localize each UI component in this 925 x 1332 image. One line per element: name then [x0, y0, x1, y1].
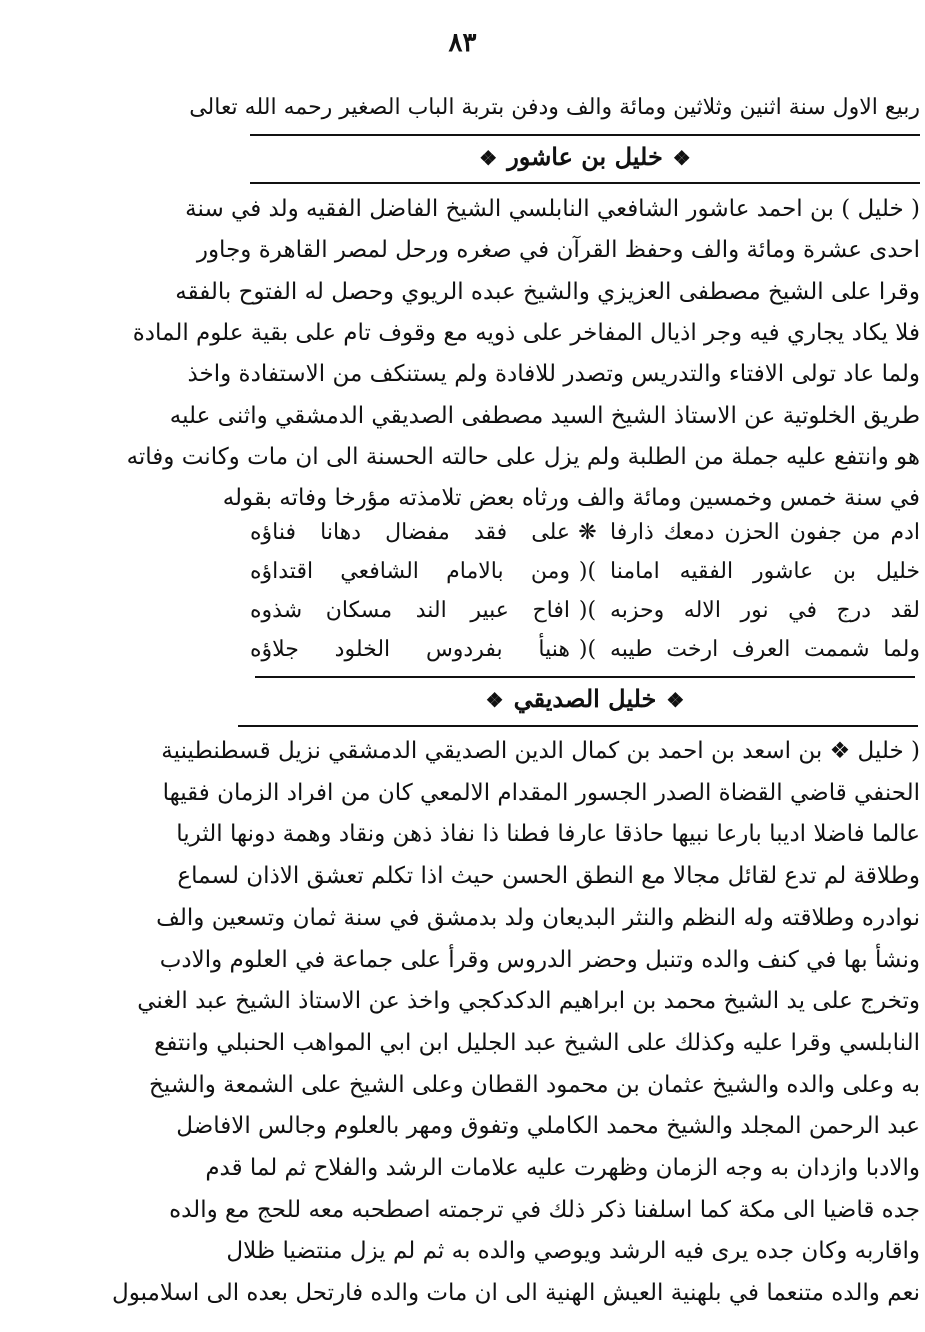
verse-row: [250, 637, 920, 671]
text-line: الحنفي قاضي القضاة الصدر الجسور المقدام الالمعي كان من افراد الزمان فقيها: [162, 779, 920, 806]
header-rule-top: [250, 134, 920, 136]
text-line: هو وانتفع عليه جملة من الطلبة ولم يزل على حالته الحسنة الى ان مات وكانت وفاته: [126, 443, 920, 470]
verse-separator-icon: ❋: [578, 520, 597, 545]
text-line: نعم والده متنعما في بلهنية العيش الهنية الى ان مات والده فارتحل بعده الى اسلامبول: [111, 1280, 920, 1307]
text-line: وقرا على الشيخ مصطفى العزيزي والشيخ عبده الريوي وحصل له الفتوح بالفقه: [175, 278, 920, 305]
verse-first-hemistich: لقد درج في نور الاله وحزبه: [610, 598, 920, 623]
verse-second-hemistich: على فقد مفضال دهانا فناؤه: [250, 520, 570, 545]
text-line: احدى عشرة ومائة والف وحفظ القرآن في صغره ورحل لمصر القاهرة وجاور: [196, 237, 920, 264]
text-line: فلا يكاد يجاري فيه وجر اذيال المفاخر على ذويه مع وقوف تام على بقية علوم المادة: [132, 319, 920, 346]
verse-row: [250, 598, 920, 632]
text-line: ونشأ بها في كنف والده وتنبل وحضر الدروس وقرأ على جماعة في العلوم والادب: [159, 946, 920, 973]
ornament-icon: ❖: [479, 146, 498, 170]
verse-second-hemistich: هنيأ بفردوس الخلود جلاؤه: [250, 637, 570, 662]
text-line: ( خليل ) بن احمد عاشور الشافعي النابلسي الشيخ الفاضل الفقيه ولد في سنة: [185, 196, 920, 222]
section-title: خليل الصديقي: [513, 684, 657, 713]
heading-rule-bottom: [238, 725, 918, 727]
continuation-line: ربيع الاول سنة اثنين وثلاثين ومائة والف ودفن بتربة الباب الصغير رحمه الله تعالى: [189, 95, 920, 120]
text-line: ولما عاد تولى الافتاء والتدريس وتصدر للافادة ولم يستنكف من الاستفادة واخذ: [187, 361, 920, 388]
text-line: نوادره وطلاقته وله النظم والنثر البديعان ولد بدمشق في سنة ثمان وتسعين والف: [156, 904, 920, 931]
text-line: وطلاقة لم تدع لقائل مجالا مع النطق الحسن حيث اذا تكلم تعشق الاذان لسماع: [177, 863, 920, 890]
verse-first-hemistich: خليل بن عاشور الفقيه امامنا: [610, 559, 920, 584]
text-line: النابلسي وقرا عليه وكذلك على الشيخ عبد الجليل ابن ابي المواهب الحنبلي وانتفع: [154, 1029, 920, 1056]
section-heading-khalil-ashur: [250, 142, 920, 171]
text-line: به وعلى والده والشيخ عثمان بن محمود القطان وعلى الشيخ على الشمعة والشيخ: [149, 1071, 920, 1098]
text-line: عبد الرحمن المجلد والشيخ محمد الكاملي وتفوق ومهر بالعلوم وجالس الافاضل: [176, 1113, 920, 1140]
verse-row: [250, 520, 920, 554]
heading-rule-top: [255, 676, 915, 678]
verse-first-hemistich: ادم من جفون الحزن دمعك ذارفا: [610, 520, 920, 545]
verse-second-hemistich: ومن بالامام الشافعي اقتداؤه: [250, 559, 570, 584]
verse-separator-icon: )(: [578, 598, 597, 623]
ornament-icon: ❖: [485, 688, 504, 712]
ornament-icon: ❖: [666, 688, 685, 712]
text-line: وتخرج على يد الشيخ محمد بن ابراهيم الدكدكجي واخذ عن الاستاذ الشيخ عبد الغني: [137, 988, 920, 1015]
verse-separator-icon: )(: [578, 559, 597, 584]
text-line: والادبا وازدان به وجه الزمان وظهرت عليه علامات الرشد والفلاح ثم لما قدم: [205, 1155, 920, 1181]
text-line: ( خليل ❖ بن اسعد بن احمد بن كمال الدين الصديقي الدمشقي نزيل قسطنطينية: [161, 738, 920, 764]
page-number: ٨٣: [448, 28, 477, 58]
verse-second-hemistich: افاح عبير الند مسكان شذوه: [250, 598, 570, 623]
text-line: واقاربه وكان جده يرى فيه الرشد ويوصي والده به ثم لم يزل منتضيا ظلال: [226, 1238, 920, 1265]
verse-row: [250, 559, 920, 593]
verse-first-hemistich: ولما شممت العرف ارخت طيبه: [610, 637, 920, 662]
text-line: عالما فاضلا اديبا بارعا نبيها حاذقا عارفا فطنا ذا نفاذ ذهن ونقاد وهمة دونها الثريا: [176, 821, 920, 848]
section-title: خليل بن عاشور: [507, 142, 663, 171]
text-line: جده قاضيا الى مكة كما اسلفنا ذكر ذلك في ترجمته اصطحبه معه للحج مع والده: [169, 1196, 920, 1223]
text-line: طريق الخلوتية عن الاستاذ الشيخ السيد مصطفى الصديقي الدمشقي واثنى عليه: [169, 402, 920, 429]
section-heading-khalil-siddiqi: [250, 684, 920, 713]
verse-separator-icon: )(: [578, 637, 597, 662]
ornament-icon: ❖: [672, 146, 691, 170]
heading-rule-bottom: [250, 182, 920, 184]
text-line: في سنة خمس وخمسين ومائة والف ورثاه بعض تلامذته مؤرخا وفاته بقوله: [222, 485, 920, 512]
